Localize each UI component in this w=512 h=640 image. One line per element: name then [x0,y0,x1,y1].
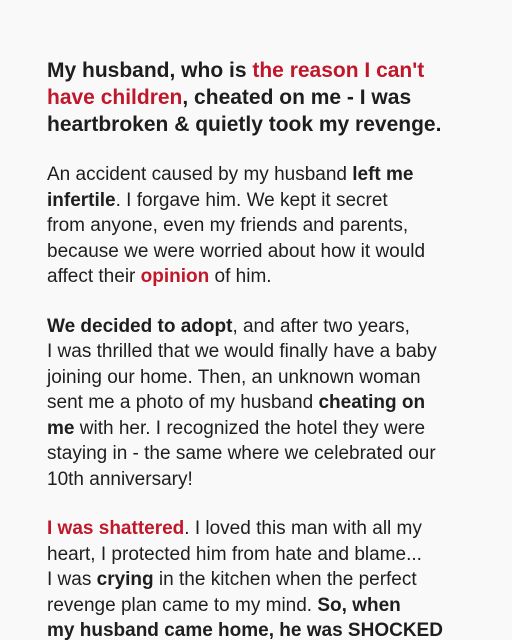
body-text: An accident caused by my husband [47,164,353,185]
paragraph-line [47,314,472,340]
bold-text: cheating on [318,392,426,413]
paragraph-line: my husband came home, he was SHOCKED [47,620,443,640]
headline-highlight: the reason I can't [252,59,425,82]
body-text: I was [47,569,97,590]
paragraph-2 [47,314,472,493]
body-text: of him. [209,266,272,287]
paragraph-line [47,390,472,416]
paragraph-1 [47,162,472,290]
highlight-bold-text: opinion [140,266,210,287]
headline-line-3: heartbroken & quietly took my revenge. [47,113,442,136]
paragraph-line [47,162,472,188]
paragraph-3 [47,516,472,640]
paragraph-line [47,188,472,214]
paragraph-line [47,264,472,290]
headline [47,57,472,138]
headline-text: , cheated on me - I was [182,86,412,109]
headline-line-1 [47,57,472,84]
bold-text: left me [352,164,414,185]
headline-line-2 [47,84,472,111]
body-text: with her. I recognized the hotel they were [74,417,426,439]
bold-text: So, when [317,594,401,616]
body-text: sent me a photo of my husband [47,392,319,413]
headline-text: My husband, who is [47,59,253,82]
paragraph-line [47,593,472,619]
paragraph-line [47,416,472,442]
bold-text: infertile [47,189,116,211]
paragraph-line: I was thrilled that we would finally have a baby [47,341,437,362]
highlight-bold-text: I was shattered [47,518,185,539]
paragraph-line: joining our home. Then, an unknown woman [47,366,421,388]
paragraph-line: because we were worried about how it would [47,240,426,262]
body-text: . I loved this man with all my [184,518,422,539]
bold-text: crying [96,569,154,590]
paragraph-line [47,567,472,593]
paragraph-line: heart, I protected him from hate and blame... [47,543,422,565]
bold-text: me [47,417,75,439]
paragraph-line [47,516,472,542]
paragraph-line: staying in - the same where we celebrated our [47,443,436,464]
paragraph-line: from anyone, even my friends and parents, [47,215,409,236]
headline-highlight: have children [47,86,183,109]
paragraph-line: 10th anniversary! [47,468,193,490]
body-text: revenge plan came to my mind. [47,594,318,616]
body-text: in the kitchen when the perfect [153,569,417,590]
body-text: , and after two years, [232,315,410,337]
body-text: affect their [47,266,141,287]
body-text: . I forgave him. We kept it secret [115,189,388,211]
bold-text: We decided to adopt [47,315,233,337]
